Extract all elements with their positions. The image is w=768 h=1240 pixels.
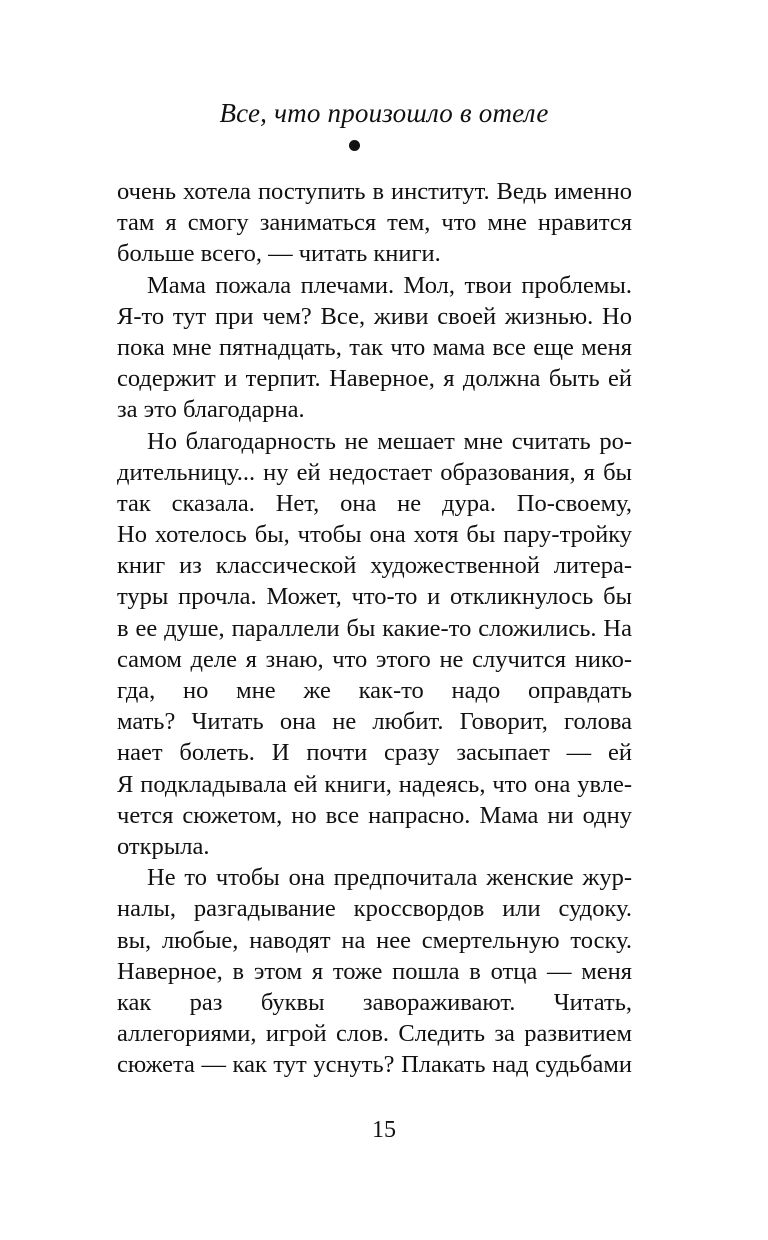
text-line: Не то чтобы она предпочитала женские жур-: [147, 864, 632, 892]
text-line: Я-то тут при чем? Все, живи своей жизнью. Но: [117, 302, 632, 330]
text-line: туры прочла. Может, что-то и откликнулось бы: [117, 583, 632, 611]
text-line: Наверное, в этом я тоже пошла в отца — меня: [117, 957, 632, 985]
text-line: как раз буквы завораживают. Читать,: [117, 988, 632, 1016]
text-line: самом деле я знаю, что этого не случится нико-: [117, 645, 632, 673]
text-line: так сказала. Нет, она не дура. По-своему,: [117, 489, 632, 517]
text-line: больше всего, — читать книги.: [117, 240, 441, 268]
text-line: в ее душе, параллели бы какие-то сложились. На: [117, 614, 632, 642]
text-line: мать? Читать она не любит. Говорит, голова: [117, 708, 632, 736]
text-line: открыла.: [117, 832, 210, 860]
text-line: нает болеть. И почти сразу засыпает — ей: [117, 739, 632, 767]
text-line: вы, любые, наводят на нее смертельную тоску.: [117, 926, 632, 954]
running-head: Все, что произошло в отеле: [219, 98, 549, 128]
text-line: гда, но мне же как-то надо оправдать: [117, 677, 632, 704]
bullet-ornament-icon: [349, 140, 360, 151]
text-line: очень хотела поступить в институт. Ведь именно: [117, 178, 632, 205]
body-text: [117, 176, 632, 1080]
text-line: аллегориями, игрой слов. Следить за развитием: [117, 1020, 632, 1048]
text-line: Я подкладывала ей книги, надеясь, что она увле-: [117, 770, 632, 798]
page-number: 15: [372, 1117, 396, 1143]
text-line: налы, разгадывание кроссвордов или судоку.: [117, 895, 632, 923]
text-line: Но благодарность не мешает мне считать ро-: [147, 427, 632, 455]
text-line: содержит и терпит. Наверное, я должна быть ей: [117, 365, 632, 393]
text-line: дительницу... ну ей недостает образования, я бы: [117, 458, 632, 486]
text-line: Но хотелось бы, чтобы она хотя бы пару-тройку: [117, 521, 632, 549]
text-line: книг из классической художественной литера-: [117, 552, 632, 580]
text-line: чется сюжетом, но все напрасно. Мама ни одну: [117, 801, 632, 829]
text-line: пока мне пятнадцать, так что мама все еще меня: [117, 333, 632, 361]
text-line: Мама пожала плечами. Мол, твои проблемы.: [147, 271, 632, 299]
text-line: там я смогу заниматься тем, что мне нравится: [117, 209, 632, 237]
text-line: за это благодарна.: [117, 396, 305, 424]
text-line: сюжета — как тут уснуть? Плакать над судьбами: [117, 1051, 632, 1079]
